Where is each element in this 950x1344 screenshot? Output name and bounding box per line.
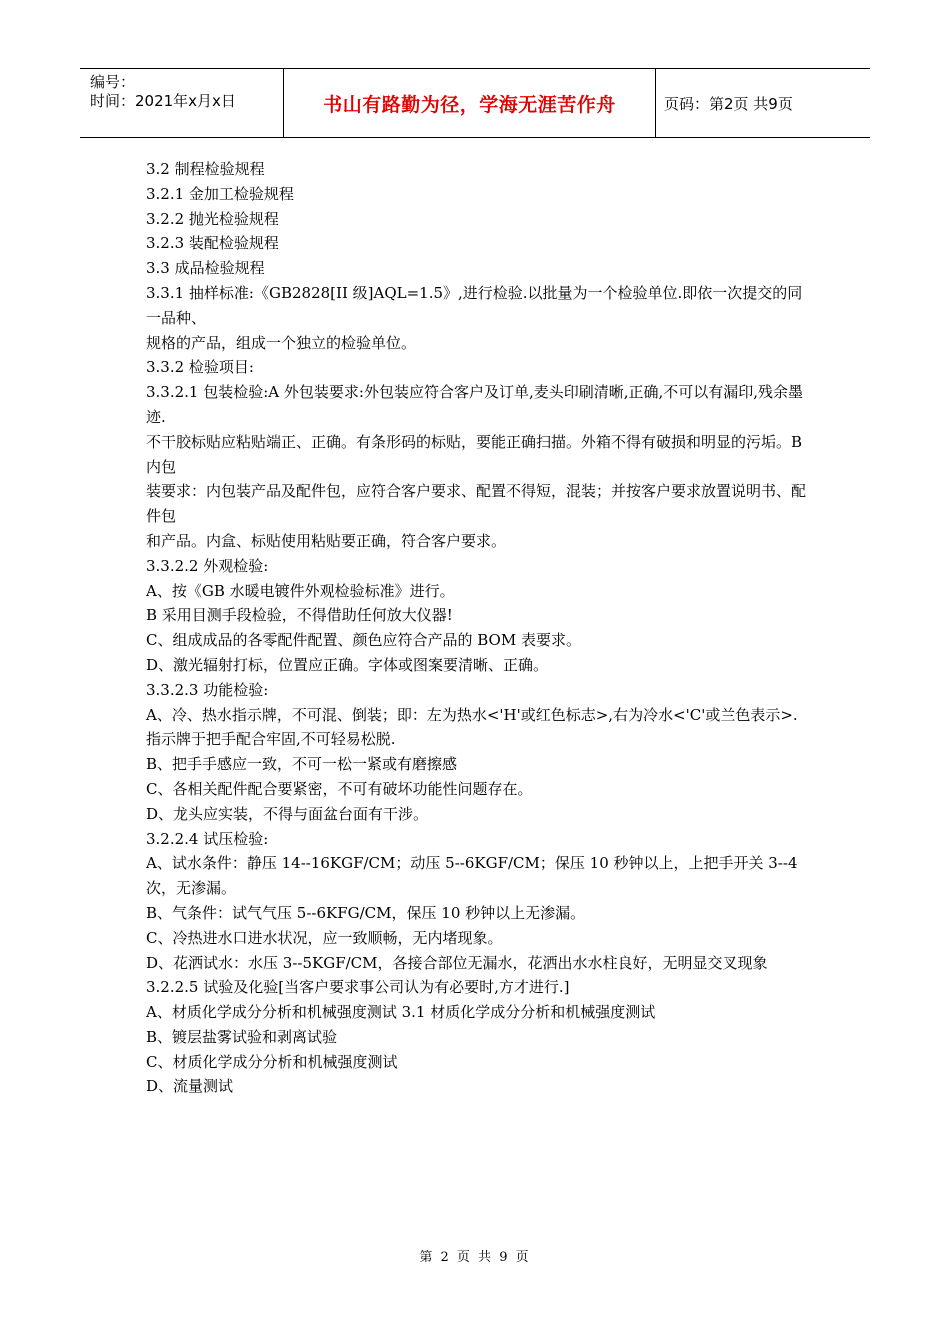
paragraph: D、花洒试水：水压 3--5KGF/CM，各接合部位无漏水，花洒出水水柱良好，无明显交叉现象 (146, 953, 768, 972)
paragraph: D、龙头应实装，不得与面盆台面有干涉。 (146, 804, 429, 823)
paragraph: 3.3.1 抽样标准:《GB2828[II 级]AQL=1.5》,进行检验.以批量为一个检验单位.即依一次提交的同一品种、 (146, 283, 803, 327)
paragraph: 3.2 制程检验规程 (146, 160, 265, 178)
paragraph: 装要求：内包装产品及配件包，应符合客户要求、配置不得短，混装；并按客户要求放置说明书、配件包 (146, 482, 807, 526)
paragraph: 不干胶标贴应粘贴端正、正确。有条形码的标贴，要能正确扫描。外箱不得有破损和明显的污垢。B 内包 (146, 432, 803, 476)
paragraph: 3.2.2.5 试验及化验[当客户要求事公司认为有必要时,方才进行.] (146, 978, 570, 997)
document-date: 时间：2021年x月x日 (90, 92, 236, 110)
paragraph: A、材质化学成分分析和机械强度测试 3.1 材质化学成分分析和机械强度测试 (146, 1003, 656, 1022)
paragraph: C、冷热进水口进水状况，应一致顺畅，无内堵现象。 (146, 928, 503, 947)
paragraph: 3.2.1 金加工检验规程 (146, 184, 294, 203)
page-footer: 第 2 页 共 9 页 (419, 1250, 531, 1265)
paragraph: C、材质化学成分分析和机械强度测试 (146, 1052, 398, 1071)
paragraph: A、冷、热水指示牌，不可混、倒装；即：左为热水<'H'或红色标志>,右为冷水<'C'或兰色表示>. (146, 705, 798, 724)
paragraph: 3.3.2.2 外观检验: (146, 556, 269, 575)
header-motto-cell (283, 69, 656, 137)
header-page-info: 页码：第2页 共9页 (664, 94, 793, 113)
paragraph: C、各相关配件配合要紧密，不可有破坏功能性问题存在。 (146, 779, 533, 798)
paragraph: 规格的产品，组成一个独立的检验单位。 (146, 333, 417, 352)
paragraph: 指示牌于把手配合牢固,不可轻易松脱. (146, 730, 396, 749)
paragraph: 3.3.2 检验项目: (146, 358, 254, 377)
paragraph: A、按《GB 水暖电镀件外观检验标准》进行。 (146, 581, 455, 600)
paragraph: 3.3 成品检验规程 (146, 259, 265, 278)
paragraph: B、把手手感应一致，不可一松一紧或有磨擦感 (146, 755, 458, 774)
paragraph: 3.2.2.4 试压检验: (146, 829, 269, 848)
paragraph: 3.3.2.3 功能检验: (146, 680, 269, 699)
paragraph: 3.3.2.1 包装检验:A 外包装要求:外包装应符合客户及订单,麦头印刷清晰,正确,不可以有漏印,残余墨迹. (146, 383, 804, 426)
paragraph: 和产品。内盒、标贴使用粘贴要正确，符合客户要求。 (146, 531, 507, 550)
paragraph: 3.2.3 装配检验规程 (146, 234, 279, 253)
paragraph: D、流量测试 (146, 1077, 234, 1096)
header-motto: 书山有路勤为径，学海无涯苦作舟 (323, 93, 616, 116)
paragraph: B 采用目测手段检验，不得借助任何放大仪器! (146, 606, 453, 625)
paragraph: A、试水条件：静压 14--16KGF/CM；动压 5--6KGF/CM；保压 10 秒钟以上，上把手开关 3--4 次，无渗漏。 (146, 854, 798, 898)
document-number-label: 编号： (90, 73, 136, 91)
page-header (80, 68, 870, 138)
paragraph: C、组成成品的各零配件配置、颜色应符合产品的 BOM 表要求。 (146, 631, 581, 650)
paragraph: B、镀层盐雾试验和剥离试验 (146, 1027, 338, 1046)
header-meta (80, 69, 283, 137)
paragraph: 3.2.2 抛光检验规程 (146, 209, 279, 228)
paragraph: B、气条件：试气气压 5--6KFG/CM，保压 10 秒钟以上无渗漏。 (146, 903, 586, 922)
document-body (146, 157, 808, 1099)
paragraph: D、激光辐射打标，位置应正确。字体或图案要清晰、正确。 (146, 655, 549, 674)
